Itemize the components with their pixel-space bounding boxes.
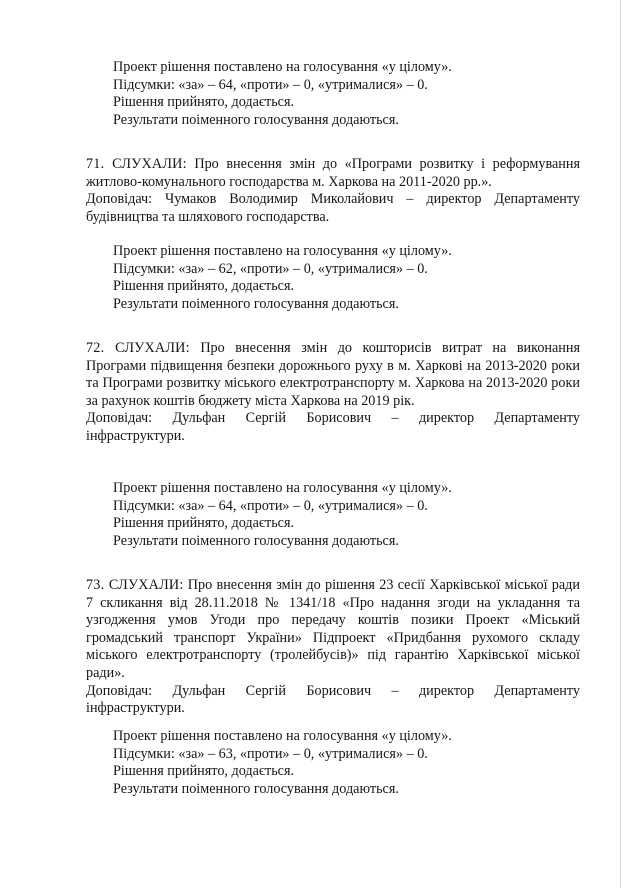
page-edge-line: [620, 0, 621, 888]
vote-block-2: [113, 243, 583, 313]
vote-proposal-line: Проект рішення поставлено на голосування «у цілому».: [113, 243, 452, 259]
vote-results-line: Підсумки: «за» – 64, «проти» – 0, «утрималися» – 0.: [113, 497, 428, 514]
speaker-line: [86, 683, 580, 718]
item-number-label: 73. СЛУХАЛИ:: [86, 577, 184, 593]
speaker-text: Дульфан Сергій Борисович – директор Департаменту інфраструктури.: [86, 410, 581, 444]
item-subject-text: Про внесення змін до рішення 23 сесії Харківської міської ради 7 скликання від 28.11.2018 № 1341/18 «Про надання згоди на укладання та узгодження умов Угоди про передачу коштів позики Проект «Міський громадський транспорт України» Підпроект «Придбання рухомого складу міського електротранспорту (тролейбусів)» під гарантію Харківської міської ради».: [86, 577, 580, 681]
speaker-text: Дульфан Сергій Борисович – директор Департаменту інфраструктури.: [86, 682, 581, 717]
item-subject-text: Про внесення змін до кошторисів витрат на виконання Програми підвищення безпеки дорожнього руху в м. Харкові на 2013-2020 роки та Програми розвитку міського електротранспорту м. Харкова на 2013-2020 роки за рахунок коштів бюджету міста Харкова на 2019 рік.: [86, 340, 581, 409]
vote-rollcall-line: Результати поіменного голосування додаються.: [113, 111, 399, 128]
vote-results-line: Підсумки: «за» – 62, «проти» – 0, «утрималися» – 0.: [113, 260, 428, 277]
vote-block-4: [113, 728, 583, 798]
vote-rollcall-line: Результати поіменного голосування додаються.: [113, 295, 399, 312]
vote-proposal-line: Проект рішення поставлено на голосування «у цілому».: [113, 59, 452, 75]
vote-proposal-line: Проект рішення поставлено на голосування «у цілому».: [113, 728, 452, 744]
speaker-line: [86, 191, 580, 226]
agenda-item-heard: [86, 340, 580, 410]
agenda-item-72: [86, 340, 580, 446]
speaker-label: Доповідач:: [86, 410, 153, 427]
item-subject-text: Про внесення змін до «Програми розвитку і реформування житлово-комунального господарства м. Харкова на 2011-2020 рр.».: [86, 156, 580, 190]
vote-results-line: Підсумки: «за» – 64, «проти» – 0, «утрималися» – 0.: [113, 76, 428, 93]
vote-decision-line: Рішення прийнято, додається.: [113, 763, 295, 780]
speaker-line: [86, 410, 580, 445]
agenda-item-73: [86, 577, 580, 718]
vote-block-1: [113, 59, 583, 129]
vote-decision-line: Рішення прийнято, додається.: [113, 278, 295, 295]
speaker-label: Доповідач:: [86, 191, 153, 208]
item-number-label: 72. СЛУХАЛИ:: [86, 340, 190, 356]
vote-decision-line: Рішення прийнято, додається.: [113, 94, 295, 111]
item-number-label: 71. СЛУХАЛИ:: [86, 156, 187, 172]
vote-results-line: Підсумки: «за» – 63, «проти» – 0, «утрималися» – 0.: [113, 745, 428, 762]
speaker-text: Чумаков Володимир Миколайович – директор Департаменту будівництва та шляхового господарства.: [86, 191, 580, 225]
vote-block-3: [113, 480, 583, 550]
agenda-item-heard: [86, 156, 580, 191]
vote-rollcall-line: Результати поіменного голосування додаються.: [113, 532, 399, 549]
vote-proposal-line: Проект рішення поставлено на голосування «у цілому».: [113, 480, 452, 496]
agenda-item-heard: [86, 577, 580, 683]
vote-decision-line: Рішення прийнято, додається.: [113, 515, 295, 532]
vote-rollcall-line: Результати поіменного голосування додаються.: [113, 780, 399, 797]
speaker-label: Доповідач:: [86, 682, 153, 699]
agenda-item-71: [86, 156, 580, 226]
